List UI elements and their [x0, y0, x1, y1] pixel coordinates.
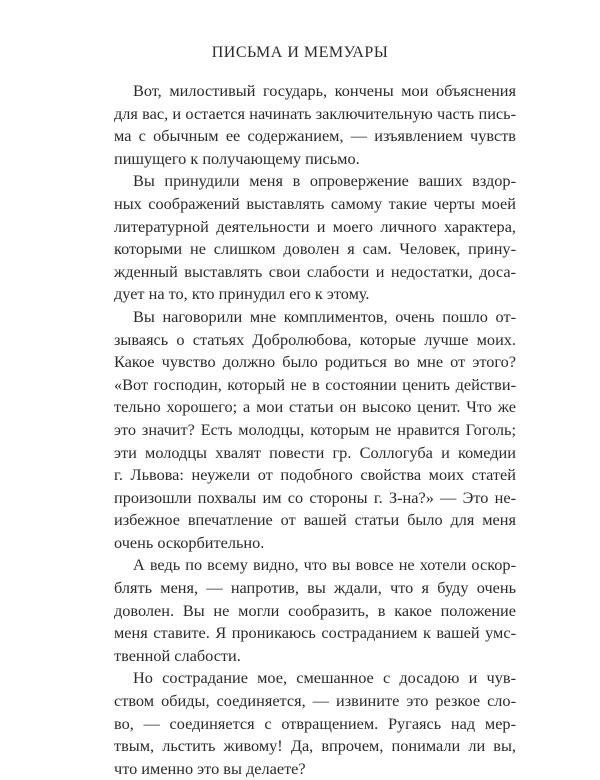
- text-line: Но сострадание мое, смешанное с досадою и чув-: [133, 668, 516, 688]
- text-line: что именно это вы делаете?: [114, 758, 306, 778]
- paragraph: [114, 306, 516, 555]
- text-line: А ведь по всему видно, что вы вовсе не хотели оскор-: [133, 555, 516, 575]
- paragraph: [114, 667, 516, 780]
- text-line: произошли похвалы им со стороны г. З-на?» — Это не-: [114, 487, 516, 507]
- text-line: доволен. Вы не могли сообразить, в какое положение: [114, 600, 516, 620]
- text-line: «Вот господин, который не в состоянии ценить действи-: [114, 374, 516, 394]
- text-line: которыми не слишком доволен я сам. Человек, прину-: [114, 239, 516, 259]
- paragraph: [114, 554, 516, 667]
- text-line: твым, льстить живому! Да, впрочем, понимали ли вы,: [114, 736, 516, 756]
- paragraph: [114, 80, 516, 170]
- text-line: г. Львова: неужели от подобного свойства моих статей: [114, 465, 516, 485]
- running-header: ПИСЬМА И МЕМУАРЫ: [211, 44, 389, 61]
- text-line: Вы наговорили мне комплиментов, очень пошло от-: [133, 306, 516, 326]
- text-line: пишущего к получающему письмо.: [114, 148, 360, 168]
- text-line: ных соображений выставлять самому такие черты моей: [114, 193, 516, 213]
- text-line: дует на то, кто принудил его к этому.: [114, 284, 370, 304]
- text-line: эти молодцы хвалят повести гр. Соллогуба и комедии: [114, 442, 516, 462]
- text-line: ма с обычным ее содержанием, — изъявлением чувств: [114, 126, 516, 146]
- text-line: во, — соединяется с отвращением. Ругаясь над мер-: [114, 713, 516, 733]
- text-line: блять меня, — напротив, вы ждали, что я буду очень: [114, 578, 516, 598]
- text-line: Вы принудили меня в опровержение ваших вздор-: [133, 171, 516, 191]
- text-line: избежное впечатление от вашей статьи было для меня: [114, 510, 516, 530]
- text-line: литературной деятельности и моего личного характера,: [114, 216, 516, 236]
- text-line: твенной слабости.: [114, 645, 241, 665]
- text-line: для вас, и остается начинать заключительную часть пись-: [114, 103, 516, 123]
- text-line: тельно хорошего; а мои статьи он высоко ценит. Что же: [114, 397, 516, 417]
- text-line: зываясь о статьях Добролюбова, которые лучше моих.: [114, 329, 516, 349]
- text-line: Вот, милостивый государь, кончены мои объяснения: [133, 81, 516, 100]
- text-line: очень оскорбительно.: [114, 532, 265, 552]
- text-line: Какое чувство должно было родиться во мне от этого?: [114, 352, 516, 372]
- paragraph: [114, 170, 516, 306]
- body-text: [114, 80, 516, 780]
- text-line: жденный выставлять свои слабости и недостатки, доса-: [114, 261, 516, 281]
- text-line: ством обиды, соединяется, — извините это резкое сло-: [114, 691, 516, 711]
- text-line: это значит? Есть молодцы, которым не нравится Гоголь;: [114, 419, 516, 439]
- text-line: меня ставите. Я проникаюсь состраданием к вашей умс-: [114, 623, 516, 643]
